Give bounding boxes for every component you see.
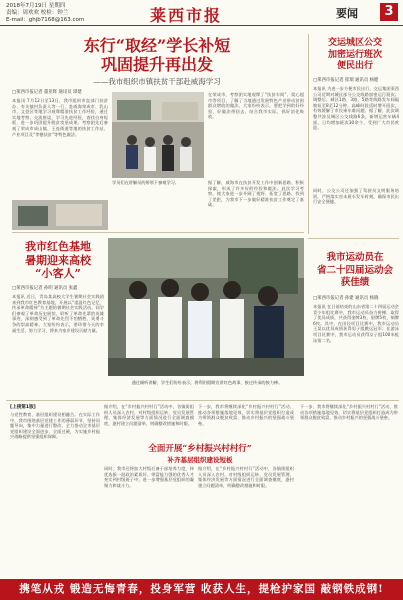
footer-banner: 携笔从戎 锻造无悔青春，投身军营 收获人生，提枪护家国 敲钢铁成钢! — [0, 579, 403, 600]
divider — [308, 238, 399, 239]
lead-photo-2 — [12, 200, 108, 230]
students-photo-caption: 通过倾听讲解，学生们纷纷表示，将利用假期宣讲红色故事，接过传承的接力棒。 — [131, 380, 283, 385]
bottom-column-2-top: 据介绍，在“乡村振兴村村行”活动中，各镇街组织人员深入农村，对村级组织运转、党员发展管理、集体经济发展等方面情况进行全面调查摸底，逐村建立问题清单，明确整改措施和时限。 — [104, 404, 194, 426]
athletes-byline: □莱西市报记者 孙建 通讯员 杨晓 — [313, 296, 379, 301]
lead-photo-caption: 学员们在讲解员的带领下参观学习。 — [112, 180, 180, 185]
lead-byline: □莱西市报记者 董亚辉 通讯员 谭建 — [12, 90, 82, 95]
newspaper-logo: 莱西市报 — [150, 6, 223, 25]
bottom-column-2: 同时，我市还将加大村级后备干部培养力度，择优选拔一批政治素质好、带富能力强的优秀人才充实到村级班子中，进一步增强基层党组织的凝聚力和战斗力。 — [104, 466, 194, 488]
red-base-body: 本报讯 近日，青岛某高校大学生暑期社会实践团来到我市红色教育基地，开展以“重温红色记忆，传承革命精神”为主题的暑期社会实践活动。同学们参观了革命历史展馆，聆听了革命先辈的英雄事迹，深刻感受到了革命先烈不怕牺牲、英勇斗争的崇高精神。大家纷纷表示，要珍惜今天的幸福生活，努力学习，将来为家乡建设贡献力量。 — [12, 294, 104, 333]
right-story-body: 本报讯 为进一步方便市民出行，交运集团莱西公司近期对城区部分公交线路加密运行班次。调整后，城区1路、3路、5路等线路发车间隔缩短至8至12分钟，高峰时段适时增开班次，有效缓解了市民乘车难问题。据了解，此次调整共涉及城区公交线路6条，新增运营车辆4部，日均增加班次30余个，受到广大市民欢迎。 — [313, 86, 399, 131]
issue-date: 2018年7月19日 星期四 — [6, 3, 66, 9]
editor-line: 责编：周欢欢 校检：钟兰 — [6, 10, 69, 16]
masthead — [0, 0, 403, 26]
bottom-subheadline: 补齐基层组织建设短板 — [167, 456, 233, 464]
bottom-column-3: 据介绍，在“乡村振兴村村行”活动中，各镇街组织人员深入农村，对村级组织运转、党员发展管理、集体经济发展等方面情况进行全面调查摸底，逐村建立问题清单，明确整改措施和时限。 — [198, 466, 294, 488]
athletes-headline-line2: 省二十四届运动会 — [316, 264, 393, 276]
bottom-column-1: 与党性教育、基层组织建设相融合。在实际工作中，我市围绕基层党建工作的薄弱环节，坚持问题导向，集中力量进行整改，全力推动全市基层党组织建设全面进步、全面过硬，为实施乡村振兴战略提供坚强组织保障。 — [10, 412, 100, 440]
right-story-body-2: 同时，公交公司还加强了驾驶员文明服务培训，严格落实首末班车发车时刻，确保市民出行安全便捷。 — [313, 188, 399, 205]
continued-label: [上接第1版] — [10, 405, 36, 410]
red-base-headline-line2: 暑期迎来高校 — [25, 253, 91, 267]
athletes-headline-line3: 获佳绩 — [340, 277, 370, 288]
athletes-headline — [310, 252, 400, 290]
editor-email: E-mail：ghjb7168@163.com — [6, 17, 85, 23]
page-number: 3 — [380, 3, 398, 21]
masthead-info — [6, 3, 84, 24]
athletes-body: 本报讯 在日前结束的山东省第二十四届运动会青少年组比赛中，我市运动员奋力拼搏，取得了优异成绩，共获得金牌3枚、银牌5枚、铜牌6枚。其中，在田径项目比赛中，我市运动员王某以优异成绩获得男子组跳远冠军；在游泳项目比赛中，我市运动员获得女子组100米蛙泳第二名。 — [313, 304, 399, 343]
athletes-headline-line1: 我市运动员在 — [326, 252, 384, 263]
red-base-headline — [12, 240, 104, 281]
right-headline-line2: 加密运行班次 — [327, 49, 382, 60]
red-base-headline-line3: “小客人” — [35, 267, 81, 280]
lead-headline — [12, 36, 302, 74]
red-base-byline: □莱西市报记者 孙明 通讯员 张鑫 — [12, 286, 78, 291]
divider — [6, 400, 399, 401]
lead-headline-line2: 巩固提升再出发 — [100, 55, 213, 74]
bottom-column-4: 下一步，我市将继续深化“乡村振兴村村行”活动，推动各项措施落地见效，切实将基层党组织打造成为带领群众脱贫致富、推动乡村振兴的坚强战斗堡垒。 — [300, 404, 398, 421]
right-headline-line3: 便民出行 — [336, 61, 373, 71]
bottom-headline: 全面开展“乡村振兴村村行” — [148, 444, 252, 454]
lead-column-2: 在荣成市，考察团实地观摩了“扶贫车间”、爱心超市等项目，了解了当地通过发展特色产业带动贫困群众增收的做法。大家纷纷表示，要把学到的好经验、好做法带回去，结合我市实际，抓好消化吸收。 — [208, 92, 304, 120]
lead-subheadline: ——我市组织市镇扶贫干部赴威海学习 — [93, 77, 221, 86]
lead-column-1: 本报讯 7月12日至13日，我市组织市直部门扶贫办、有关镇村负责人等一行，赴威海荣成市、乳山市、文登区等地学习观摩精准扶贫工作经验，通过实地考察、交流座谈，学习先进经验，查找自身短板，进一步巩固提升脱贫攻坚成果。考察团先后参观了荣成市成山镇、王连街道等地的扶贫工作站、产业项目及“孝德扶贫”等特色做法。 — [12, 98, 108, 137]
right-headline-line1: 交运城区公交 — [327, 38, 382, 48]
students-photo — [108, 238, 304, 376]
right-story-byline: □莱西市报记者 崔瑞 通讯员 杨健 — [313, 78, 379, 83]
bottom-column-3-top: 下一步，我市将继续深化“乡村振兴村村行”活动，推动各项措施落地见效，切实将基层党组织打造成为带领群众脱贫致富、推动乡村振兴的坚强战斗堡垒。 — [198, 404, 294, 426]
lead-photo — [112, 92, 204, 178]
right-story-headline — [312, 38, 398, 73]
divider — [12, 232, 304, 233]
lead-column-3: 据了解，威海市在扶贫开发工作中创新思路、积极探索，形成了许多好的经验和做法。此次学习考察，使大家进一步开阔了视野、拓宽了思路、找到了差距，为我市下一步做好精准扶贫工作奠定了基础。 — [208, 180, 304, 208]
section-name: 要闻 — [336, 7, 358, 20]
lead-headline-line1: 东行“取经”学长补短 — [83, 36, 231, 55]
red-base-headline-line1: 我市红色基地 — [25, 240, 91, 253]
